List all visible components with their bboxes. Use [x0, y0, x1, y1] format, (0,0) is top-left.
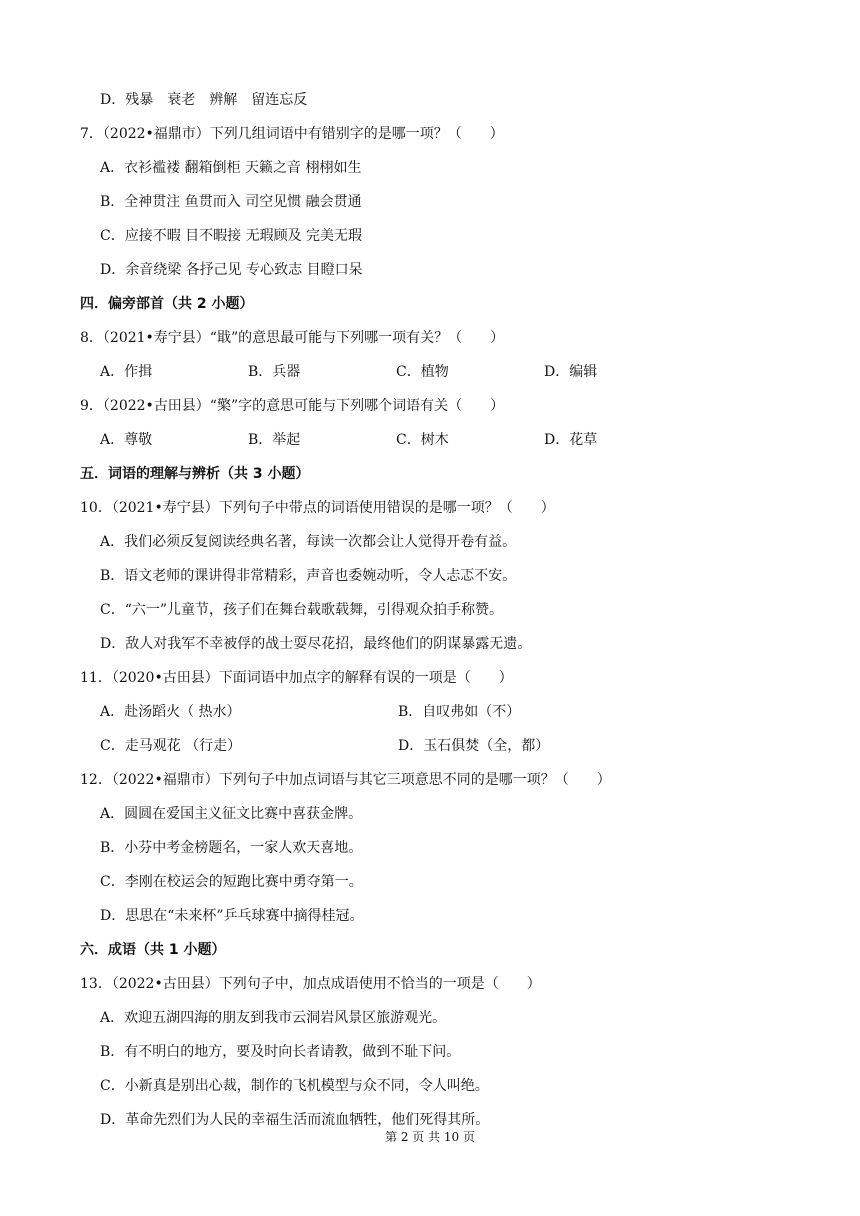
option-text: C．李刚在校运会的短跑比赛中勇夺第一。 [100, 874, 363, 890]
option-text: C．“六一”儿童节，孩子们在舞台载歌载舞，引得观众拍手称赞。 [100, 602, 504, 618]
option-text: B．举起 [248, 432, 301, 448]
option-text: B．小芬中考金榜题名，一家人欢天喜地。 [100, 840, 363, 856]
option-text: A．欢迎五湖四海的朋友到我市云洞岩风景区旅游观光。 [100, 1010, 447, 1026]
option-text: B．语文老师的课讲得非常精彩，声音也委婉动听，令人忐忑不安。 [100, 568, 517, 584]
option-text: D．残暴 衰老 辨解 留连忘反 [100, 92, 308, 108]
option-text: D．思思在“未来杯”乒乓球赛中摘得桂冠。 [100, 908, 364, 924]
option-text: B．自叹弗如（不） [398, 704, 521, 720]
question-text: 9．（2022•古田县）“檠”字的意思可能与下列哪个词语有关（ ） [80, 398, 505, 414]
option-text: A．圆圆在爱国主义征文比赛中喜获金牌。 [100, 806, 363, 822]
option-text: C．树木 [396, 432, 449, 448]
option-text: A．衣衫褴褛 翻箱倒柜 天籁之音 栩栩如生 [100, 160, 362, 176]
question-text: 11．（2020•古田县）下面词语中加点字的解释有误的一项是（ ） [80, 670, 513, 686]
question-text: 12．（2022•福鼎市）下列句子中加点词语与其它三项意思不同的是哪一项？（ ） [80, 772, 611, 788]
question-text: 7．（2022•福鼎市）下列几组词语中有错别字的是哪一项？（ ） [80, 126, 504, 142]
question-text: 8．（2021•寿宁县）“戢”的意思最可能与下列哪一项有关？（ ） [80, 330, 505, 346]
option-text: D．玉石俱焚（全，都） [398, 738, 550, 754]
options-row [100, 430, 720, 450]
option-text: A．作揖 [100, 364, 153, 380]
option-text: C．植物 [396, 364, 449, 380]
option-text: A．我们必须反复阅读经典名著，每读一次都会让人觉得开卷有益。 [100, 534, 517, 550]
option-text: D．敌人对我军不幸被俘的战士耍尽花招，最终他们的阴谋暴露无遗。 [100, 636, 532, 652]
section-heading: 五．词语的理解与辨析（共 3 小题） [80, 466, 310, 482]
option-text: B．有不明白的地方，要及时向长者请教，做到不耻下问。 [100, 1044, 461, 1060]
option-text: D．革命先烈们为人民的幸福生活而流血牺牲，他们死得其所。 [100, 1112, 490, 1128]
question-text: 10．（2021•寿宁县）下列句子中带点的词语使用错误的是哪一项？（ ） [80, 500, 555, 516]
option-text: B．全神贯注 鱼贯而入 司空见惯 融会贯通 [100, 194, 362, 210]
option-text: B．兵器 [248, 364, 301, 380]
option-text: C．走马观花 （行走） [100, 738, 242, 754]
section-heading: 四．偏旁部首（共 2 小题） [80, 296, 254, 312]
option-text: C．小新真是别出心裁，制作的飞机模型与众不同，令人叫绝。 [100, 1078, 489, 1094]
option-text: C．应接不暇 目不暇接 无瑕顾及 完美无瑕 [100, 228, 363, 244]
option-text: D．编辑 [544, 364, 598, 380]
option-text: A．尊敬 [100, 432, 153, 448]
option-text: D．余音绕梁 各抒己见 专心致志 目瞪口呆 [100, 262, 363, 278]
page-footer: 第 2 页 共 10 页 [385, 1130, 475, 1144]
options-row [100, 362, 720, 382]
option-text: A．赴汤蹈火（ 热水） [100, 704, 241, 720]
option-text: D．花草 [544, 432, 598, 448]
question-text: 13．（2022•古田县）下列句子中，加点成语使用不恰当的一项是（ ） [80, 976, 541, 992]
section-heading: 六．成语（共 1 小题） [80, 942, 226, 958]
